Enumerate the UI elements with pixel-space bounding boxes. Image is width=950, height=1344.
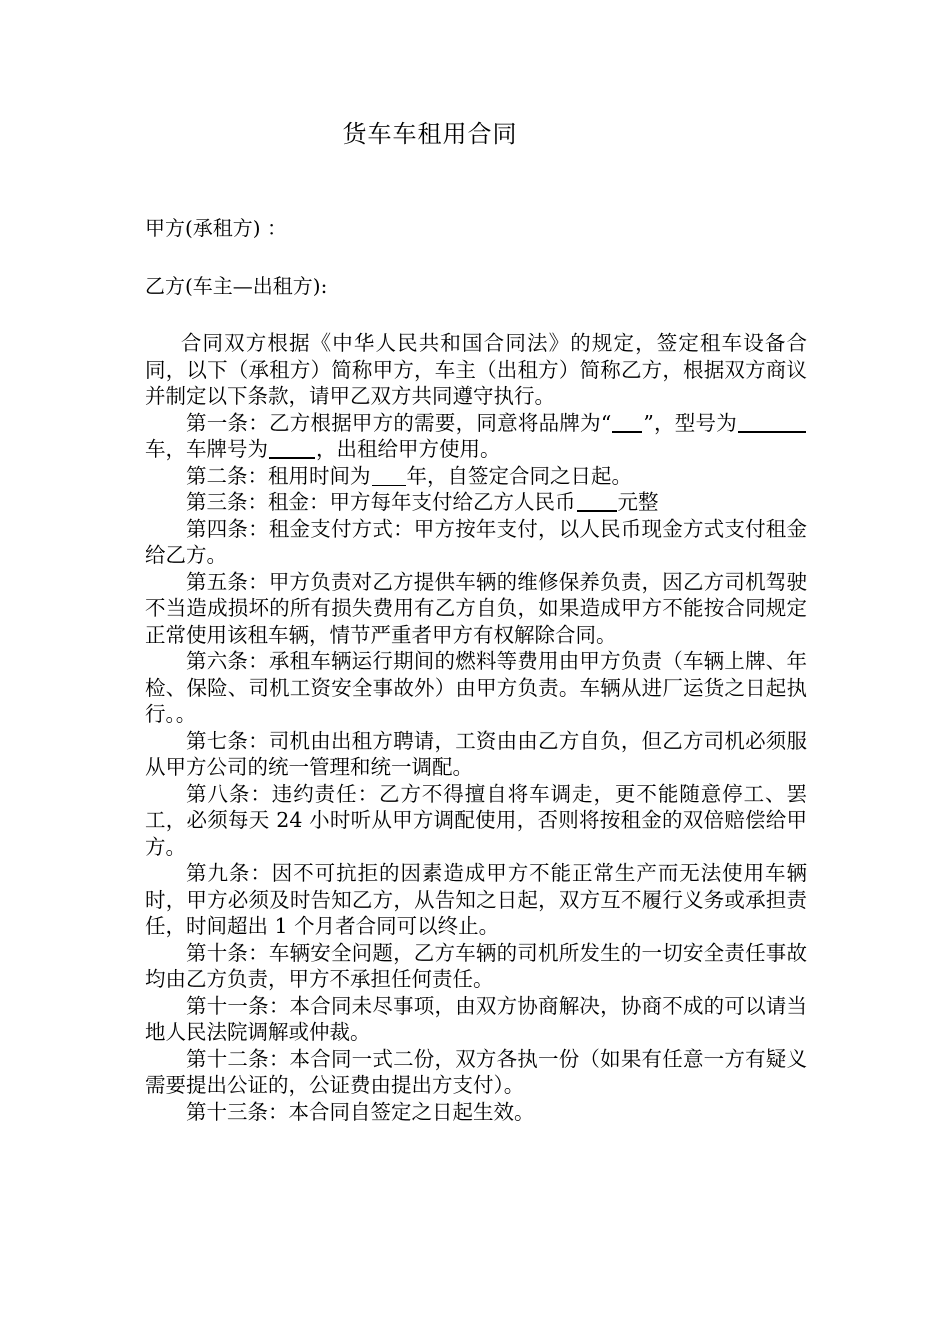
brand-blank (612, 410, 642, 433)
article-4: 第四条：租金支付方式：甲方按年支付，以人民币现金方式支付租金给乙方。 (145, 516, 807, 567)
article-5: 第五条：甲方负责对乙方提供车辆的维修保养负责，因乙方司机驾驶不当造成损坏的所有损失费用有乙方自负，如果造成甲方不能按合同规定正常使用该租车辆，情节严重者甲方有权解除合同。 (145, 569, 807, 647)
article-6: 第六条：承租车辆运行期间的燃料等费用由甲方负责（车辆上牌、年检、保险、司机工资安全事故外）由甲方负责。车辆从进厂运货之日起执行。。 (145, 649, 807, 726)
contract-body (145, 330, 807, 1125)
article-1-text-b: ”，型号为 (643, 410, 737, 435)
article-1-text-a: 第一条：乙方根据甲方的需要，同意将品牌为“ (186, 410, 612, 435)
article-9: 第九条：因不可抗拒的因素造成甲方不能正常生产而无法使用车辆时，甲方必须及时告知乙方，从告知之日起，双方互不履行义务或承担责任，时间超出 1 个月者合同可以终止。 (145, 861, 807, 938)
article-10: 第十条：车辆安全问题，乙方车辆的司机所发生的一切安全责任事故均由乙方负责，甲方不承担任何责任。 (145, 940, 807, 991)
article-7: 第七条：司机由出租方聘请，工资由由乙方自负，但乙方司机必须服从甲方公司的统一管理和统一调配。 (145, 728, 807, 779)
article-13: 第十三条：本合同自签定之日起生效。 (186, 1099, 535, 1124)
article-3-text-a: 第三条：租金：甲方每年支付给乙方人民币 (186, 490, 576, 514)
model-blank (738, 410, 806, 433)
article-3 (145, 489, 807, 516)
article-1-text-c: 车，车牌号为 (145, 437, 268, 461)
article-1 (145, 410, 807, 463)
years-blank (372, 464, 406, 486)
intro-paragraph: 合同双方根据《中华人民共和国合同法》的规定，签定租车设备合同，以下（承租方）简称甲方，车主（出租方）简称乙方，根据双方商议并制定以下条款，请甲乙双方共同遵守执行。 (145, 331, 807, 408)
article-2-text-b: 年，自签定合同之日起。 (406, 463, 632, 488)
article-8: 第八条：违约责任：乙方不得擅自将车调走，更不能随意停工、罢工，必须每天 24 小时听从甲方调配使用，否则将按租金的双倍赔偿给甲方。 (145, 781, 807, 859)
party-b-line: 乙方(车主—出租方): (145, 274, 328, 298)
article-3-text-b: 元整 (617, 490, 659, 514)
article-11: 第十一条：本合同未尽事项，由双方协商解决，协商不成的可以请当地人民法院调解或仲裁。 (145, 993, 807, 1044)
rent-blank (577, 490, 617, 513)
article-1-text-d: ，出租给甲方使用。 (316, 437, 501, 461)
party-a-line: 甲方(承租方) ： (145, 216, 287, 240)
plate-blank (269, 437, 315, 460)
article-12: 第十二条：本合同一式二份，双方各执一份（如果有任意一方有疑义需要提出公证的，公证费由提出方支付）。 (145, 1046, 807, 1097)
article-2-text-a: 第二条：租用时间为 (186, 463, 371, 488)
document-title: 货车车租用合同 (342, 120, 518, 148)
article-2 (145, 463, 807, 490)
